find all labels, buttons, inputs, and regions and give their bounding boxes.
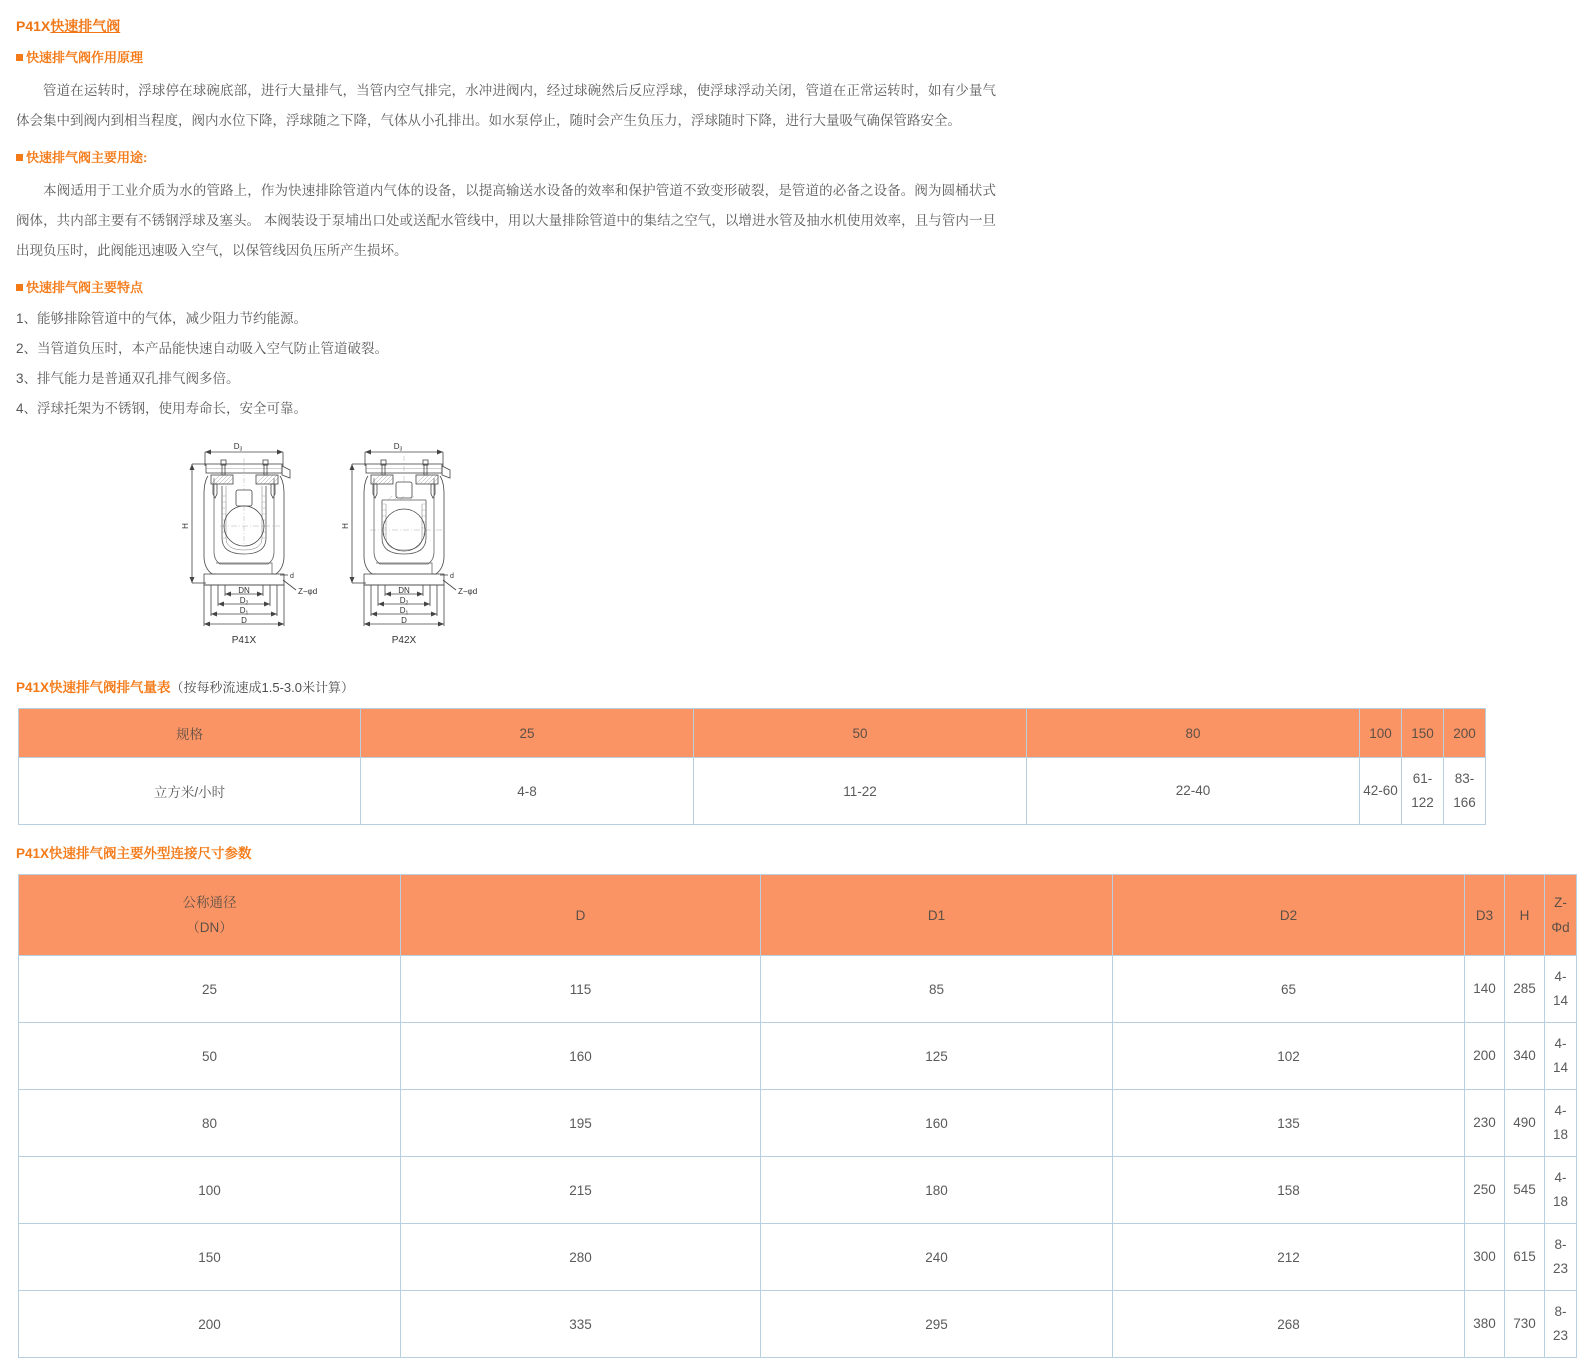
- table2-cell-d: 160: [401, 1023, 761, 1090]
- list-item: 2、当管道负压时，本产品能快速自动吸入空气防止管道破裂。: [16, 341, 389, 356]
- table2-col-header-zphid-line1: Z-: [1554, 895, 1567, 910]
- dim-label-d-small: d: [290, 573, 294, 580]
- table2-cell-dn: 100: [19, 1157, 401, 1224]
- table2-cell-d2: 158: [1113, 1157, 1465, 1224]
- table1-col-header-200: 200: [1444, 709, 1486, 758]
- table2-cell-d1: 160: [761, 1090, 1113, 1157]
- table2-cell-h: 285: [1505, 956, 1545, 1023]
- table2-body: [19, 956, 1577, 1358]
- table1-cell-50: 11-22: [694, 758, 1027, 825]
- table2-col-header-dn: [19, 875, 401, 956]
- dim-label-d: D: [401, 616, 407, 625]
- paragraph-usage: 本阀适用于工业介质为水的管路上，作为快速排除管道内气体的设备，以提高输送水设备的效率和保护管道不致变形破裂，是管道的必备之设备。阀为圆桶状式阀体，共内部主要有不锈钢浮球及塞头。 本阀装设于泵埔出口处或送配水管线中，用以大量排除管道中的集结之空气，以增进水管及抽水机使用效率，且与管内一旦出现负压时，此阀能迅速吸入空气，以保管线因负压所产生损坏。: [16, 183, 996, 258]
- table2-cell-h: 545: [1505, 1157, 1545, 1224]
- dim-label-d-small: d: [450, 573, 454, 580]
- table-row: [19, 1023, 1577, 1090]
- section-heading-features-label: 快速排气阀主要特点: [26, 280, 144, 295]
- table2-cell-d2: 102: [1113, 1023, 1465, 1090]
- table2-col-header-d3: D3: [1465, 875, 1505, 956]
- valve-technical-drawing: [170, 438, 490, 648]
- dim-label-d2: D2: [399, 596, 409, 607]
- table1-title: [0, 659, 1014, 699]
- diagram-caption-p42x: P42X: [391, 635, 417, 646]
- dim-label-z-phi-d: Z−φd: [298, 587, 318, 596]
- table-row: [19, 758, 1486, 825]
- table2-cell-h: 490: [1505, 1090, 1545, 1157]
- dim-label-h: H: [341, 523, 350, 529]
- square-bullet-icon: [16, 54, 23, 61]
- square-bullet-icon: [16, 154, 23, 161]
- table2-cell-d3: 140: [1465, 956, 1505, 1023]
- table2-col-header-dn-line2: （DN）: [186, 920, 233, 935]
- table2-cell-zphid: 4-14: [1545, 1023, 1577, 1090]
- table1-col-header-80: 80: [1027, 709, 1360, 758]
- valve-drawing-figure: [0, 424, 1014, 659]
- table2-cell-d3: 230: [1465, 1090, 1505, 1157]
- table1-cell-200: 83-166: [1444, 758, 1486, 825]
- table1-title-subtitle: （按每秒流速成1.5-3.0米计算）: [170, 680, 355, 695]
- dim-label-h: H: [181, 523, 190, 529]
- table2-cell-dn: 80: [19, 1090, 401, 1157]
- section-heading-principle: [0, 36, 1014, 68]
- table2-cell-h: 730: [1505, 1291, 1545, 1358]
- table2-cell-dn: 50: [19, 1023, 401, 1090]
- table1-cell-80: 22-40: [1027, 758, 1360, 825]
- dim-label-dn: DN: [398, 586, 410, 595]
- table1-col-header-150: 150: [1402, 709, 1444, 758]
- list-item: 3、排气能力是普通双孔排气阀多倍。: [16, 371, 240, 386]
- table1-col-header-50: 50: [694, 709, 1027, 758]
- page-title: [0, 0, 1014, 36]
- dimension-parameters-table: [18, 874, 1577, 1358]
- table1-title-main: P41X快速排气阀排气量表: [16, 680, 171, 695]
- table2-title: P41X快速排气阀主要外型连接尺寸参数: [16, 846, 252, 861]
- table-row: [19, 1224, 1577, 1291]
- table2-cell-dn: 150: [19, 1224, 401, 1291]
- dim-label-d2: D2: [239, 596, 249, 607]
- dim-label-dn: DN: [238, 586, 250, 595]
- table2-cell-dn: 200: [19, 1291, 401, 1358]
- table2-col-header-zphid-line2: Φd: [1551, 920, 1570, 935]
- table2-cell-h: 615: [1505, 1224, 1545, 1291]
- table-row: [19, 956, 1577, 1023]
- table2-cell-d2: 268: [1113, 1291, 1465, 1358]
- table2-col-header-zphid: [1545, 875, 1577, 956]
- table2-cell-d3: 250: [1465, 1157, 1505, 1224]
- table1-cell-150: 61-122: [1402, 758, 1444, 825]
- table2-cell-d2: 65: [1113, 956, 1465, 1023]
- table2-cell-h: 340: [1505, 1023, 1545, 1090]
- table-header-row: [19, 709, 1486, 758]
- table2-cell-d: 280: [401, 1224, 761, 1291]
- table2-cell-d2: 135: [1113, 1090, 1465, 1157]
- table2-cell-d1: 85: [761, 956, 1113, 1023]
- p42x-drawing: [341, 442, 477, 646]
- table2-cell-zphid: 4-18: [1545, 1090, 1577, 1157]
- page-title-underlined: 快速排气阀: [50, 18, 121, 34]
- table2-cell-d: 335: [401, 1291, 761, 1358]
- table-header-row: [19, 875, 1577, 956]
- table2-col-header-d2: D2: [1113, 875, 1465, 956]
- airflow-capacity-table: [18, 708, 1486, 825]
- table2-cell-d: 115: [401, 956, 761, 1023]
- section-heading-features: [0, 266, 1014, 298]
- table2-cell-d3: 200: [1465, 1023, 1505, 1090]
- table1-cell-25: 4-8: [361, 758, 694, 825]
- section-heading-usage-label: 快速排气阀主要用途:: [26, 150, 148, 165]
- section-heading-principle-label: 快速排气阀作用原理: [26, 50, 144, 65]
- table2-cell-zphid: 4-18: [1545, 1157, 1577, 1224]
- table2-col-header-dn-line1: 公称通径: [182, 895, 237, 910]
- table2-cell-d: 195: [401, 1090, 761, 1157]
- feature-list: [0, 298, 1014, 424]
- table2-cell-zphid: 8-23: [1545, 1291, 1577, 1358]
- table2-cell-zphid: 4-14: [1545, 956, 1577, 1023]
- square-bullet-icon: [16, 284, 23, 291]
- table-row: [19, 1090, 1577, 1157]
- table1-col-header-spec: 规格: [19, 709, 361, 758]
- table1-cell-100: 42-60: [1360, 758, 1402, 825]
- dim-label-d1: D1: [399, 606, 409, 617]
- table-row: [19, 1157, 1577, 1224]
- table2-col-header-h: H: [1505, 875, 1545, 956]
- table2-cell-dn: 25: [19, 956, 401, 1023]
- table1-col-header-25: 25: [361, 709, 694, 758]
- dim-label-d: D: [241, 616, 247, 625]
- dim-label-d3: D3: [233, 442, 243, 453]
- diagram-caption-p41x: P41X: [231, 635, 257, 646]
- table2-col-header-d: D: [401, 875, 761, 956]
- table2-cell-d3: 300: [1465, 1224, 1505, 1291]
- table2-cell-d1: 240: [761, 1224, 1113, 1291]
- table2-cell-d3: 380: [1465, 1291, 1505, 1358]
- list-item: 1、能够排除管道中的气体，减少阻力节约能源。: [16, 311, 308, 326]
- table2-cell-d: 215: [401, 1157, 761, 1224]
- table2-col-header-d1: D1: [761, 875, 1113, 956]
- table-row: [19, 1291, 1577, 1358]
- page-title-prefix: P41X: [16, 18, 51, 34]
- p41x-drawing: [181, 442, 317, 646]
- dim-label-d3: D3: [393, 442, 403, 453]
- table1-col-header-100: 100: [1360, 709, 1402, 758]
- section-heading-usage: [0, 136, 1014, 168]
- table2-cell-d2: 212: [1113, 1224, 1465, 1291]
- dim-label-d1: D1: [239, 606, 249, 617]
- table1-cell-unit: 立方米/小时: [19, 758, 361, 825]
- table2-cell-d1: 125: [761, 1023, 1113, 1090]
- dim-label-z-phi-d: Z−φd: [458, 587, 478, 596]
- table2-cell-d1: 180: [761, 1157, 1113, 1224]
- table2-cell-d1: 295: [761, 1291, 1113, 1358]
- table2-cell-zphid: 8-23: [1545, 1224, 1577, 1291]
- paragraph-principle: 管道在运转时，浮球停在球碗底部，进行大量排气，当管内空气排完，水冲进阀内，经过球碗然后反应浮球，使浮球浮动关闭，管道在正常运转时，如有少量气体会集中到阀内到相当程度，阀内水位下降，浮球随之下降，气体从小孔排出。如水泵停止，随时会产生负压力，浮球随时下降，进行大量吸气确保管路安全。: [16, 83, 996, 128]
- list-item: 4、浮球托架为不锈钢，使用寿命长，安全可靠。: [16, 401, 308, 416]
